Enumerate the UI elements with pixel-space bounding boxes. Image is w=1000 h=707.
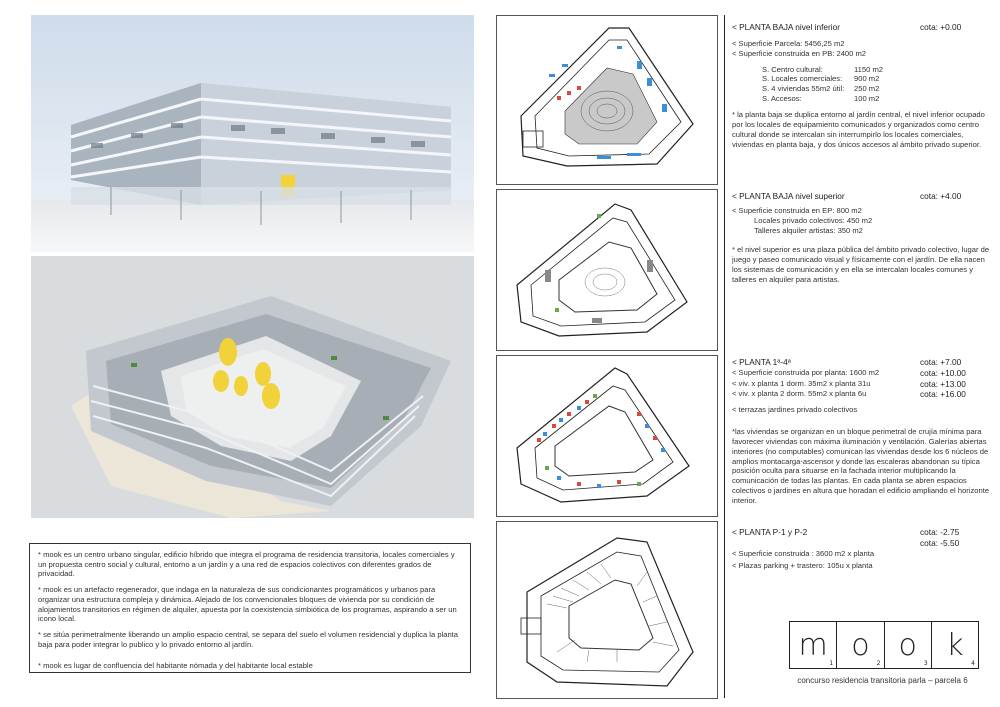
section-planta-baja-inferior (732, 22, 990, 149)
logo-number: 3 (923, 660, 928, 667)
section-3-note: *las viviendas se organizan en un bloque perimetral de crujía mínima para favorecer viviendas con máxima iluminación y ventilación. Galerías abiertas interiores (no computables) comunican las viviendas desde los 6 núcleos de amplios montacarga-ascensor y donde las escaleras abandonan su típica posición oculta para situarse en la fachada interior multiplicando la comunicación de todas las plantas. En cada planta se abren espacios colectivos o jardines en altura que horadan el edificio ampliando el horizonte interior. (732, 426, 990, 505)
section-2-note: * el nivel superior es una plaza pública del ámbito privado colectivo, lugar de juego y paseo comunicado visual y físicamente con el jardín. De ella nacen los sistemas de comunicación y en ella se intercalan locales comunes y talleres en alquiler para artistas. (732, 245, 990, 284)
logo-cell (932, 622, 978, 668)
plan-ground-upper (496, 189, 718, 351)
logo-letter: m (798, 627, 828, 663)
logo-number: 1 (829, 660, 834, 667)
section-3-line-1: < Superficie construida por planta: 1600 m2 (732, 367, 880, 377)
section-2-line-1: < Superficie construida en EP: 800 m2 (732, 205, 862, 215)
logo-number: 2 (876, 660, 881, 667)
logo-letter: k (946, 627, 964, 663)
plan-parking (496, 521, 718, 699)
plan-floors-1-4 (496, 355, 718, 517)
item-label: S. 4 viviendas 55m2 útil: (762, 84, 845, 94)
mook-logo (789, 621, 979, 669)
separator-line (724, 15, 725, 698)
section-1-title: < PLANTA BAJA nivel inferior (732, 22, 840, 32)
intro-paragraph-4: * mook es lugar de confluencia del habitante nómada y del habitante local estable (38, 661, 313, 671)
intro-text-box (29, 543, 471, 673)
render-elevation-photo (31, 15, 474, 252)
plan-ground-lower-drawing (497, 16, 717, 184)
intro-paragraph-2: * mook es un artefacto regenerador, que indaga en la naturaleza de sus condicionantes programáticos y urbanos para organizar una estructura compleja y dinámica. Alejado de los convencionales bloques de vivienda por su condición de alojamientos transitorios en régimen de alquiler, apuesta por la coexistencia simbiótica de los programas, aspirando a ser un icono local. (38, 585, 457, 624)
logo-letter: o (898, 627, 917, 663)
plan-ground-lower (496, 15, 718, 185)
logo-letter: o (851, 627, 870, 663)
section-1-cota: cota: +0.00 (920, 22, 962, 32)
plan-floors-1-4-drawing (497, 356, 717, 516)
section-2-title: < PLANTA BAJA nivel superior (732, 191, 845, 201)
plan-parking-drawing (497, 522, 717, 698)
logo-number: 4 (971, 660, 975, 667)
render-aerial-model-photo (31, 256, 474, 518)
elevation-render-image (31, 15, 474, 252)
section-3-line-4: < terrazas jardines privado colectivos (732, 405, 858, 415)
section-3-cota-1: cota: +7.00 (920, 357, 962, 367)
intro-paragraph-1: * mook es un centro urbano singular, edificio híbrido que integra el programa de residencia transitoria, locales comerciales y un propuesta centro social y cultural, entorno a un jardín y a una red de espacios colectivos con diferentes grados de privacidad. (38, 550, 455, 579)
section-3-cota-3: cota: +13.00 (920, 378, 966, 389)
item-value: 1150 m2 (854, 64, 883, 74)
section-4-cota-2: cota: -5.50 (920, 537, 960, 548)
section-parking (732, 527, 990, 571)
logo-cell (790, 622, 837, 668)
logo-cell (837, 622, 884, 668)
section-3-title: < PLANTA 1ª-4ª (732, 357, 791, 367)
item-label: S. Locales comerciales: (762, 74, 843, 84)
item-label: S. Accesos: (762, 94, 802, 104)
section-3-cota-2: cota: +10.00 (920, 367, 966, 378)
section-2-line-2: Locales privado colectivos: 450 m2 (754, 215, 873, 225)
item-label: S. Centro cultural: (762, 64, 823, 74)
section-3-line-2: < viv. x planta 1 dorm. 35m2 x planta 31u (732, 378, 871, 388)
section-3-line-3: < viv. x planta 2 dorm. 55m2 x planta 6u (732, 389, 867, 399)
item-value: 250 m2 (854, 84, 880, 94)
section-planta-baja-superior (732, 191, 990, 285)
logo-cell (885, 622, 932, 668)
section-4-cota-1: cota: -2.75 (920, 527, 960, 537)
item-value: 100 m2 (854, 94, 880, 104)
intro-paragraph-3: * se sitúa perimetralmente liberando un amplio espacio central, se separa del suelo el volumen residencial y duplica la planta baja para poder integrar lo publico y lo privado entorno al jardín. (38, 630, 459, 649)
aerial-model-image (31, 256, 474, 518)
section-1-line-2: < Superficie construida en PB: 2400 m2 (732, 48, 867, 58)
section-4-line-1: < Superficie construida : 3600 m2 x planta (732, 548, 875, 558)
section-2-line-3: Talleres alquiler artistas: 350 m2 (754, 225, 863, 235)
plan-ground-upper-drawing (497, 190, 717, 350)
section-3-cota-4: cota: +16.00 (920, 389, 966, 400)
competition-caption: concurso residencia transitoria parla – parcela 6 (797, 676, 968, 685)
section-1-line-1: < Superficie Parcela: 5456,25 m2 (732, 38, 845, 48)
section-4-title: < PLANTA P-1 y P-2 (732, 527, 808, 537)
item-value: 900 m2 (854, 74, 880, 84)
section-1-note: * la planta baja se duplica entorno al jardín central, el nivel inferior ocupado por los locales de equipamiento comunicados y organizados como centro cultural donde se intercalan sin interrumpirlo los locales comerciales, viviendas en planta baja, y dos únicos accesos al ámbito privado superior. (732, 109, 985, 149)
section-planta-1-4 (732, 357, 990, 506)
section-2-cota: cota: +4.00 (920, 191, 962, 201)
section-4-line-2: < Plazas parking + trastero: 105u x planta (732, 561, 873, 571)
